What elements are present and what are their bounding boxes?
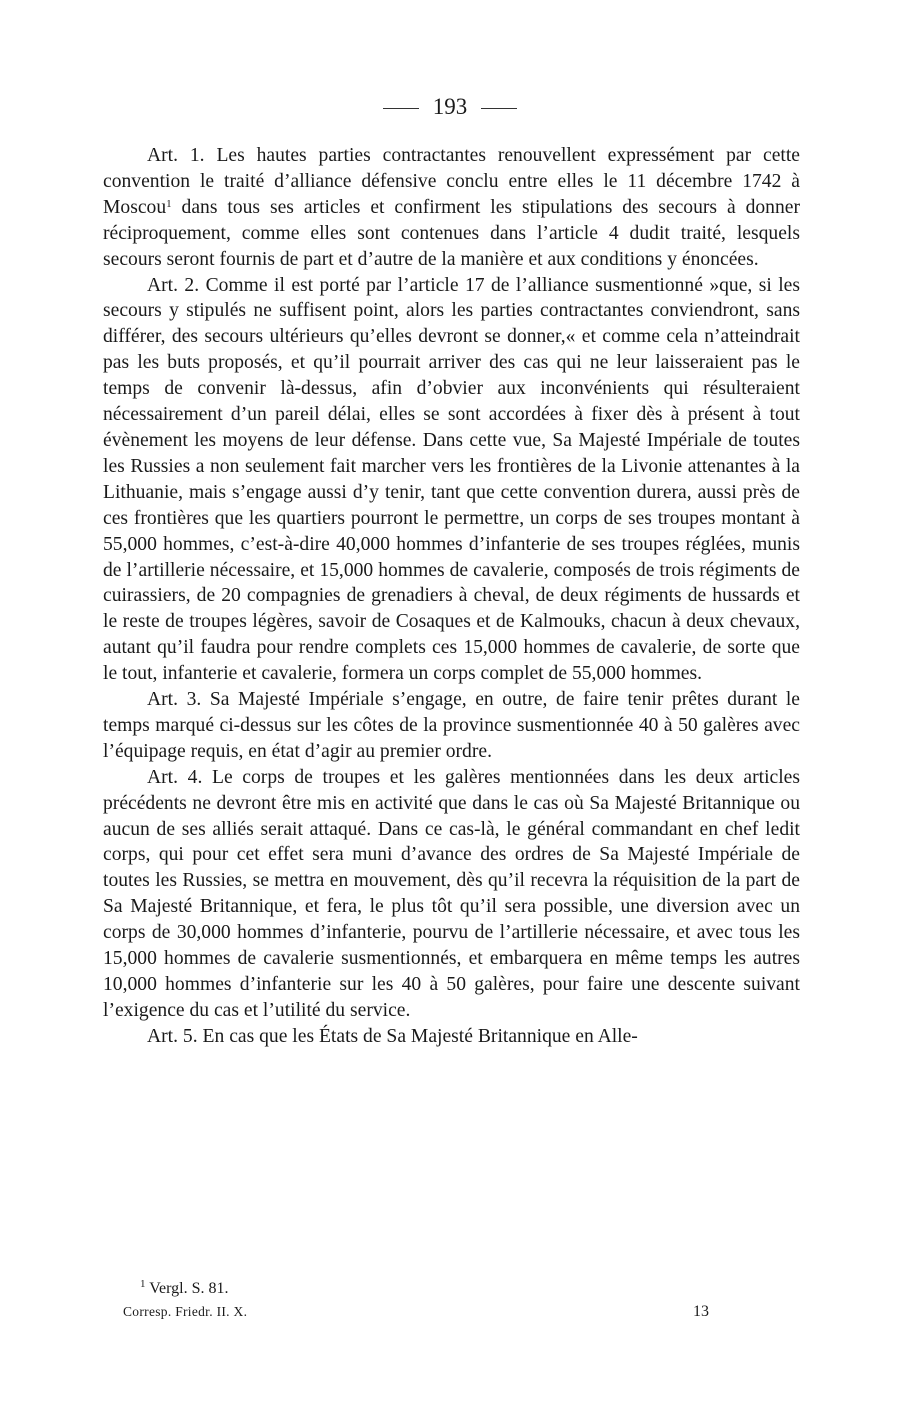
- page-header: [0, 92, 900, 122]
- article-text: Comme il est porté par l’article 17 de l’alliance susmentionné »que, si les secours y stipulés ne suffisent point, alors les parties contractantes conviendront, sans différer, des secours ultérieurs qu’elles devront se donner,« et comme cela n’atteindrait pas les buts proposés, et qu’il pourrait arriver des cas qui ne leur laisseraient pas le temps de convenir là-dessus, afin d’obvier aux inconvénients qui résulteraient nécessairement d’un pareil délai, elles se sont accordées à fixer dès à présent à tout évènement les moyens de leur défense. Dans cette vue, Sa Majesté Impériale de toutes les Russies a non seulement fait marcher vers les frontières de la Livonie attenantes à la Lithuanie, mais s’engage aussi d’y tenir, tant que cette convention durera, aussi près de ces frontières que les quartiers pourront le permettre, un corps de ses troupes montant à 55,000 hommes, c’est-à-dire 40,000 hommes d’infanterie de ses troupes réglées, munis de l’artillerie nécessaire, et 15,000 hommes de cavalerie, composés de trois régiments de cuirassiers, de 20 compagnies de grenadiers à cheval, de deux régiments de hussards et le reste de troupes légères, savoir de Cosaques et de Kalmouks, chacun à deux chevaux, autant qu’il faudra pour rendre complets ces 15,000 hommes de cavalerie, de sorte que le tout, infanterie et cavalerie, formera un corps complet de 55,000 hommes.: [103, 274, 800, 685]
- article-1: [103, 143, 800, 273]
- article-label: Art. 3.: [147, 689, 202, 711]
- header-dash-right: [481, 108, 517, 109]
- footnote-text: Vergl. S. 81.: [149, 1280, 229, 1297]
- article-4: [103, 765, 800, 1024]
- footnote-mark: 1: [140, 1278, 146, 1290]
- article-5: [103, 1024, 800, 1050]
- article-text: dans tous ses articles et confirment les stipulations des secours à donner réciproquement, comme elles sont contenues dans l’article 4 dudit traité, lesquels secours seront fournis de part et d’autre de la manière et aux conditions y énoncées.: [103, 196, 800, 270]
- article-label: Art. 1.: [147, 145, 205, 166]
- article-text: En cas que les États de Sa Majesté Britannique en Alle-: [202, 1025, 638, 1047]
- footer-source: Corresp. Friedr. II. X.: [123, 1304, 248, 1319]
- article-2: [103, 273, 800, 688]
- article-text: Sa Majesté Impériale s’engage, en outre, de faire tenir prêtes durant le temps marqué ci-dessus sur les côtes de la province susmentionnée 40 à 50 galères avec l’équipage requis, en état d’agir au premier ordre.: [103, 689, 800, 762]
- page-number: 193: [432, 94, 468, 119]
- article-text: Le corps de troupes et les galères mentionnées dans les deux articles précédents ne devront être mis en activité que dans le cas où Sa Majesté Britannique ou aucun de ses alliés serait attaqué. Dans ce cas-là, le général commandant en chef ledit corps, qui pour cet effet sera muni d’avance des ordres de Sa Majesté Impériale de toutes les Russies, se mettra en mouvement, dès qu’il recevra la réquisition de la part de Sa Majesté Britannique, et fera, le plus tôt qu’il sera possible, une diversion avec un corps de 30,000 hommes d’infanterie, pourvu de l’artillerie nécessaire, et avec tous les 15,000 hommes de cavalerie susmentionnés, et embarquera en même temps les autres 10,000 hommes d’infanterie sur les 40 à 50 galères, pour faire une descente suivant l’exigence du cas et l’utilité du service.: [103, 766, 800, 1021]
- article-label: Art. 2.: [147, 274, 200, 296]
- article-label: Art. 5.: [147, 1025, 198, 1047]
- article-text: Les hautes parties contractantes renouvellent expressément par cette convention le traité d’alliance défensive conclu entre elles le 11 décembre 1742 à Moscou: [103, 145, 800, 218]
- article-label: Art. 4.: [147, 766, 203, 788]
- footer-signature: 13: [693, 1303, 709, 1320]
- article-3: [103, 687, 800, 765]
- footnote: [140, 1278, 228, 1300]
- header-dash-left: [383, 108, 419, 109]
- body-text: [103, 143, 800, 1050]
- footnote-reference: 1: [166, 197, 172, 210]
